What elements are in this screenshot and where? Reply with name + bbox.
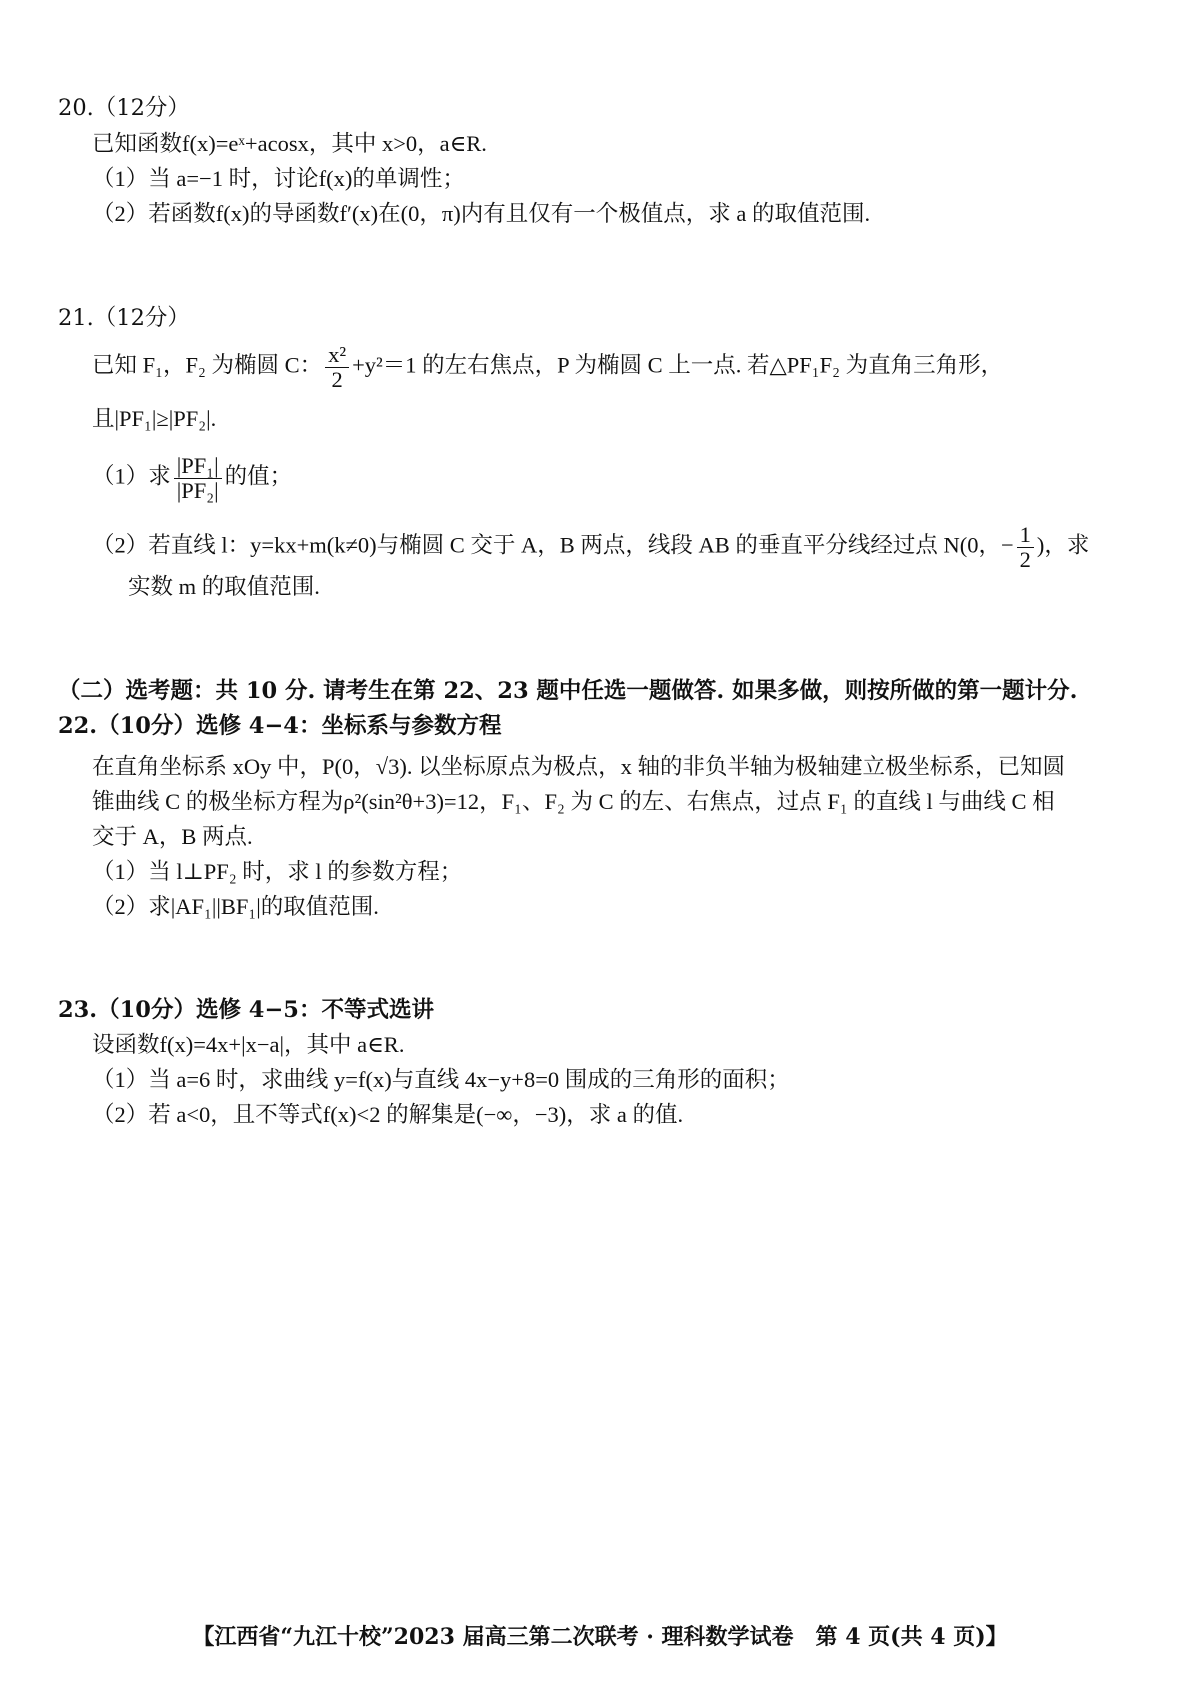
q21-part2-text-b: )，求 — [1036, 532, 1090, 558]
q22-part2: （2）求|AF₁||BF₁|的取值范围. — [92, 894, 379, 919]
q21-part2 — [92, 523, 1089, 572]
q22-stem-line3: 交于 A，B 两点. — [92, 824, 253, 849]
q21-part1-text-b: 的值； — [224, 463, 293, 489]
fraction-numerator: 1 — [1017, 523, 1034, 548]
q22-heading: 22.（10分）选修 4−4：坐标系与参数方程 — [58, 713, 502, 739]
q20-part1: （1）当 a=−1 时，讨论f(x)的单调性； — [92, 166, 465, 191]
q22-stem-line2: 锥曲线 C 的极坐标方程为ρ²(sin²θ+3)=12，F₁、F₂ 为 C 的左、右焦点，过点 F₁ 的直线 l 与曲线 C 相 — [92, 789, 1055, 814]
ratio-fraction — [174, 454, 222, 503]
q21-stem-line2: 且|PF₁|≥|PF₂|. — [92, 406, 217, 431]
ellipse-fraction — [325, 343, 349, 392]
q23-part1: （1）当 a=6 时，求曲线 y=f(x)与直线 4x−y+8=0 围成的三角形的面积； — [92, 1067, 790, 1092]
q20-stem: 已知函数f(x)=eˣ+acosx，其中 x>0，a∈R. — [92, 131, 487, 156]
q21-heading: 21.（12分） — [58, 305, 190, 331]
q21-part1-text-a: （1）求 — [92, 463, 171, 489]
q22-part1: （1）当 l⊥PF₂ 时，求 l 的参数方程； — [92, 859, 463, 884]
q20-heading: 20.（12分） — [58, 95, 190, 121]
fraction-denominator: 2 — [331, 367, 343, 392]
q21-part2-continued: 实数 m 的取值范围. — [128, 574, 320, 599]
fraction-numerator: x² — [325, 343, 349, 368]
q21-stem-text-a: 已知 F₁，F₂ 为椭圆 C： — [92, 352, 323, 378]
half-fraction — [1017, 523, 1034, 572]
elective-section-note: （二）选考题：共 10 分. 请考生在第 22、23 题中任选一题做答. 如果多做，则按所做的第一题计分. — [58, 678, 1078, 704]
q22-stem-line1: 在直角坐标系 xOy 中，P(0，√3). 以坐标原点为极点，x 轴的非负半轴为极轴建立极坐标系，已知圆 — [92, 754, 1065, 779]
q20-part2: （2）若函数f(x)的导函数f′(x)在(0，π)内有且仅有一个极值点，求 a 的取值范围. — [92, 201, 871, 226]
fraction-numerator: |PF₁| — [174, 454, 222, 479]
q23-heading: 23.（10分）选修 4−5：不等式选讲 — [58, 997, 434, 1023]
q23-part2: （2）若 a<0，且不等式f(x)<2 的解集是(−∞，−3)，求 a 的值. — [92, 1102, 684, 1127]
q21-stem-line1 — [92, 343, 1003, 392]
q21-part1 — [92, 454, 292, 503]
q21-part2-text-a: （2）若直线 l：y=kx+m(k≠0)与椭圆 C 交于 A，B 两点，线段 AB 的垂直平分线经过点 N(0，− — [92, 532, 1014, 558]
q23-stem: 设函数f(x)=4x+|x−a|，其中 a∈R. — [92, 1032, 405, 1057]
fraction-denominator: 2 — [1019, 547, 1031, 572]
fraction-denominator: |PF₂| — [176, 478, 219, 503]
q21-stem-text-b: +y²＝1 的左右焦点，P 为椭圆 C 上一点. 若△PF₁F₂ 为直角三角形， — [352, 352, 1004, 378]
page-footer: 【江西省“九江十校”2023 届高三第二次联考 · 理科数学试卷 第 4 页(共 4 页)】 — [192, 1624, 1008, 1650]
